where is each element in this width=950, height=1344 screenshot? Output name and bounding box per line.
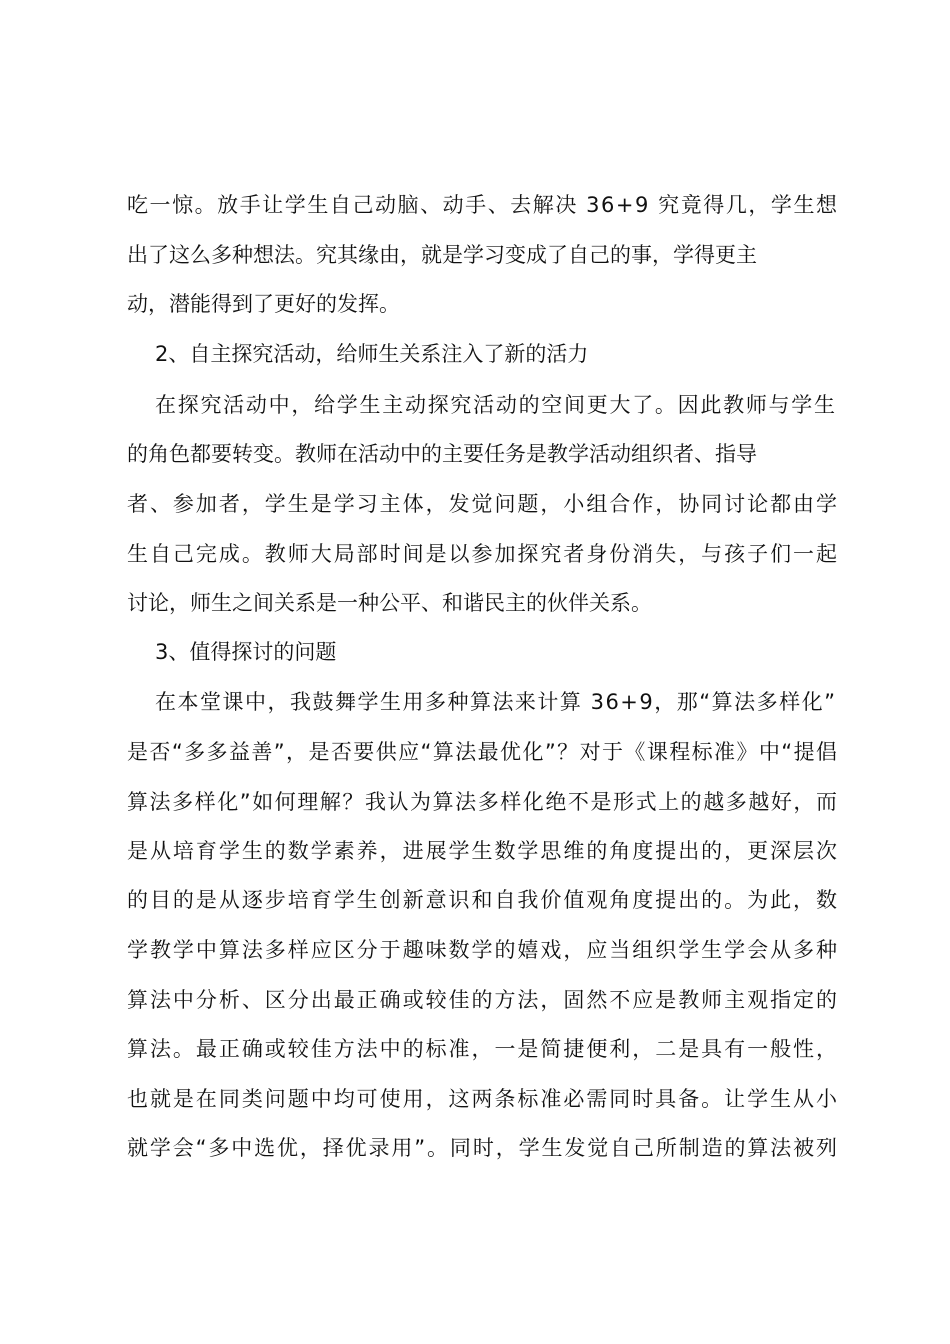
paragraph-line: 算法多样化”如何理解？我认为算法多样化绝不是形式上的越多越好，而 bbox=[127, 790, 839, 814]
paragraph-line: 生自己完成。教师大局部时间是以参加探究者身份消失，与孩子们一起 bbox=[127, 542, 839, 566]
paragraph-line: 也就是在同类问题中均可使用，这两条标准必需同时具备。让学生从小 bbox=[127, 1087, 839, 1111]
paragraph-line: 是从培育学生的数学素养，进展学生数学思维的角度提出的，更深层次 bbox=[127, 839, 839, 863]
paragraph-line: 讨论，师生之间关系是一种公平、和谐民主的伙伴关系。 bbox=[127, 591, 652, 615]
paragraph-line: 算法中分析、区分出最正确或较佳的方法，固然不应是教师主观指定的 bbox=[127, 988, 839, 1012]
paragraph-line: 出了这么多种想法。究其缘由，就是学习变成了自己的事，学得更主 bbox=[127, 243, 757, 267]
paragraph-line: 在探究活动中，给学生主动探究活动的空间更大了。因此教师与学生 bbox=[155, 393, 837, 417]
paragraph-line: 是否“多多益善”，是否要供应“算法最优化”？对于《课程标准》中“提倡 bbox=[127, 740, 839, 764]
paragraph-line: 算法。最正确或较佳方法中的标准，一是简捷便利，二是具有一般性， bbox=[127, 1037, 839, 1061]
section-heading: 3、值得探讨的问题 bbox=[155, 640, 337, 664]
paragraph-line: 动，潜能得到了更好的发挥。 bbox=[127, 292, 400, 316]
paragraph-line: 吃一惊。放手让学生自己动脑、动手、去解决 36+9 究竟得几，学生想 bbox=[127, 193, 839, 217]
paragraph-line: 的目的是从逐步培育学生创新意识和自我价值观角度提出的。为此，数 bbox=[127, 888, 839, 912]
paragraph-line: 学教学中算法多样应区分于趣味数学的嬉戏，应当组织学生学会从多种 bbox=[127, 938, 839, 962]
paragraph-line: 在本堂课中，我鼓舞学生用多种算法来计算 36+9，那“算法多样化” bbox=[155, 690, 837, 714]
section-heading: 2、自主探究活动，给师生关系注入了新的活力 bbox=[155, 342, 589, 366]
paragraph-line: 就学会“多中选优，择优录用”。同时，学生发觉自己所制造的算法被列 bbox=[127, 1136, 839, 1160]
paragraph-line: 的角色都要转变。教师在活动中的主要任务是教学活动组织者、指导 bbox=[127, 442, 757, 466]
paragraph-line: 者、参加者，学生是学习主体，发觉问题，小组合作，协同讨论都由学 bbox=[127, 492, 839, 516]
